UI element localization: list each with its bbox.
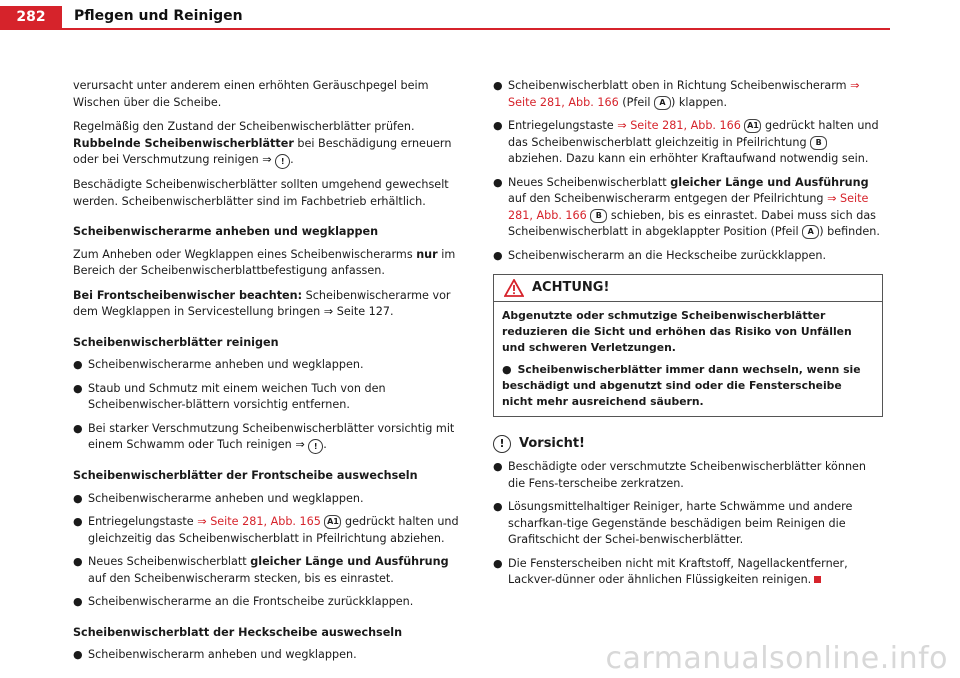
arrow-icon: ⇒ [323, 305, 334, 318]
caution-icon: ! [493, 435, 511, 453]
caution-header [493, 435, 883, 453]
section-end-marker [814, 576, 821, 583]
list-item: ● Scheibenwischerarme anheben und wegklappen. [73, 357, 468, 374]
caution-title: Vorsicht! [519, 435, 585, 451]
callout-a1-badge: A1 [324, 515, 341, 529]
list-item: ● Entriegelungstaste ⇒ Seite 281, Abb. 165 A1 gedrückt halten und gleichzeitig das Scheibenwischerblatt in Pfeilrichtung abziehen. [73, 515, 459, 545]
list-item: ● Scheibenwischerarm an die Heckscheibe zurückklappen. [493, 248, 883, 265]
arrow-icon: ⇒ [827, 192, 837, 205]
callout-a-badge: A [802, 225, 819, 239]
warning-title: ACHTUNG! [532, 279, 610, 295]
bullet-icon: ● [73, 358, 83, 371]
callout-b-badge: B [590, 209, 607, 223]
bullet-icon: ● [493, 500, 503, 513]
list-item: ● Scheibenwischerarme an die Frontscheibe zurückklappen. [73, 594, 468, 611]
bullet-icon: ● [502, 363, 512, 376]
warning-box [493, 274, 883, 417]
list-item: ● Beschädigte oder verschmutzte Scheibenwischerblätter können die Fens-terscheibe zerkratzen. [493, 460, 867, 490]
section-heading: Scheibenwischerarme anheben und wegklappen [73, 225, 379, 238]
page-reference[interactable]: Seite 127. [333, 305, 394, 318]
page-header [0, 0, 960, 34]
bullet-icon: ● [493, 175, 503, 189]
paragraph: Bei Frontscheibenwischer beachten: Scheibenwischerarme vor dem Wegklappen in Servicestellung bringen ⇒ Seite 127. [73, 288, 451, 318]
watermark: carmanualsonline.info [605, 641, 948, 676]
paragraph: Beschädigte Scheibenwischerblätter sollten umgehend gewechselt werden. Scheibenwischerblätter sind im Fachbetrieb erhältlich. [73, 178, 449, 208]
warning-header [494, 275, 882, 302]
bullet-icon: ● [73, 381, 83, 395]
bullet-icon: ● [73, 491, 83, 505]
figure-link[interactable]: Seite 281, Abb. 166 [630, 119, 741, 132]
warning-text: ● Scheibenwischerblätter immer dann wechseln, wenn sie beschädigt und abgenutzt sind oder die Fensterscheibe nicht mehr ausreichend säubern. [502, 363, 861, 408]
arrow-icon: ⇒ [197, 515, 207, 528]
callout-a1-badge: A1 [744, 119, 761, 133]
list-item: ● Bei starker Verschmutzung Scheibenwischerblätter vorsichtig mit einem Schwamm oder Tuch reinigen ⇒ ! . [73, 421, 468, 455]
bullet-icon: ● [73, 421, 83, 435]
right-column [493, 78, 883, 596]
paragraph: Zum Anheben oder Wegklappen eines Scheibenwischerarms nur im Bereich der Scheibenwischerblattbefestigung anfassen. [73, 247, 456, 277]
bullet-icon: ● [73, 555, 83, 568]
figure-link[interactable]: Seite 281, Abb. 165 [210, 515, 321, 528]
arrow-icon: ⇒ [262, 153, 272, 166]
figure-link[interactable]: Seite 281, Abb. 166 [508, 95, 619, 109]
warning-text: Abgenutzte oder schmutzige Scheibenwischerblätter reduzieren die Sicht und erhöhen das Risiko von Unfällen und schweren Verletzungen. [502, 309, 852, 354]
bullet-icon: ● [493, 460, 503, 473]
section-heading: Scheibenwischerblatt der Heckscheibe auswechseln [73, 625, 403, 639]
page-number: 282 [0, 6, 62, 28]
paragraph: verursacht unter anderem einen erhöhten Geräuschpegel beim Wischen über die Scheibe. [73, 79, 429, 109]
list-item: ● Die Fensterscheiben nicht mit Kraftstoff, Nagellackentferner, Lackver-dünner oder ähnlichen Flüssigkeiten reinigen. [493, 556, 848, 586]
list-item: ● Entriegelungstaste ⇒ Seite 281, Abb. 166 A1 gedrückt halten und das Scheibenwischerblatt gleichzeitig in Pfeilrichtung B abziehen. Dazu kann ein erhöhter Kraftaufwand notwendig sein. [493, 119, 879, 165]
bullet-icon: ● [73, 515, 83, 528]
page-title: Pflegen und Reinigen [74, 8, 243, 24]
warning-triangle-icon [504, 279, 524, 297]
arrow-icon: ⇒ [850, 79, 860, 92]
warning-body [494, 302, 882, 416]
callout-b-badge: B [810, 136, 827, 150]
note-icon: ! [308, 439, 323, 454]
header-rule [0, 28, 890, 30]
section-heading: Scheibenwischerblätter der Frontscheibe auswechseln [73, 469, 418, 482]
note-icon: ! [275, 154, 290, 169]
list-item: ● Scheibenwischerarm anheben und wegklappen. [73, 647, 468, 664]
arrow-icon: ⇒ [295, 438, 305, 451]
bullet-icon: ● [73, 595, 83, 608]
list-item: ● Lösungsmittelhaltiger Reiniger, harte Schwämme und andere scharfkan-tige Gegenstände beschädigen beim Reinigen die Grafitschicht der Schei-benwischerblätter. [493, 500, 853, 546]
list-item: ● Scheibenwischerblatt oben in Richtung Scheibenwischerarm ⇒ Seite 281, Abb. 166 (Pfeil A ) klappen. [493, 79, 860, 109]
bullet-icon: ● [493, 119, 503, 132]
bullet-icon: ● [493, 79, 503, 92]
callout-a-badge: A [654, 96, 671, 110]
list-item: ● Scheibenwischerarme anheben und wegklappen. [73, 491, 468, 508]
list-item: ● Staub und Schmutz mit einem weichen Tuch von den Scheibenwischer-blättern vorsichtig entfernen. [73, 381, 386, 411]
list-item: ● Neues Scheibenwischerblatt gleicher Länge und Ausführung auf den Scheibenwischerarm stecken, bis es einrastet. [73, 555, 449, 585]
bullet-icon: ● [493, 556, 503, 570]
left-column [73, 78, 468, 671]
paragraph: Regelmäßig den Zustand der Scheibenwischerblätter prüfen. Rubbelnde Scheibenwischerblätter bei Beschädigung erneuern oder bei Verschmutzung reinigen ⇒ ! . [73, 119, 468, 169]
bullet-icon: ● [73, 648, 83, 661]
figure-link[interactable]: Seite 281, Abb. 166 [508, 192, 869, 222]
arrow-icon: ⇒ [617, 119, 627, 132]
list-item: ● Neues Scheibenwischerblatt gleicher Länge und Ausführung auf den Scheibenwischerarm entgegen der Pfeilrichtung ⇒ Seite 281, Abb. 166 B schieben, bis es einrastet. Dabei muss sich das Scheibenwischerblatt in abgeklappter Position (Pfeil A ) befinden. [493, 175, 880, 238]
bullet-icon: ● [493, 248, 503, 262]
section-heading: Scheibenwischerblätter reinigen [73, 335, 279, 349]
